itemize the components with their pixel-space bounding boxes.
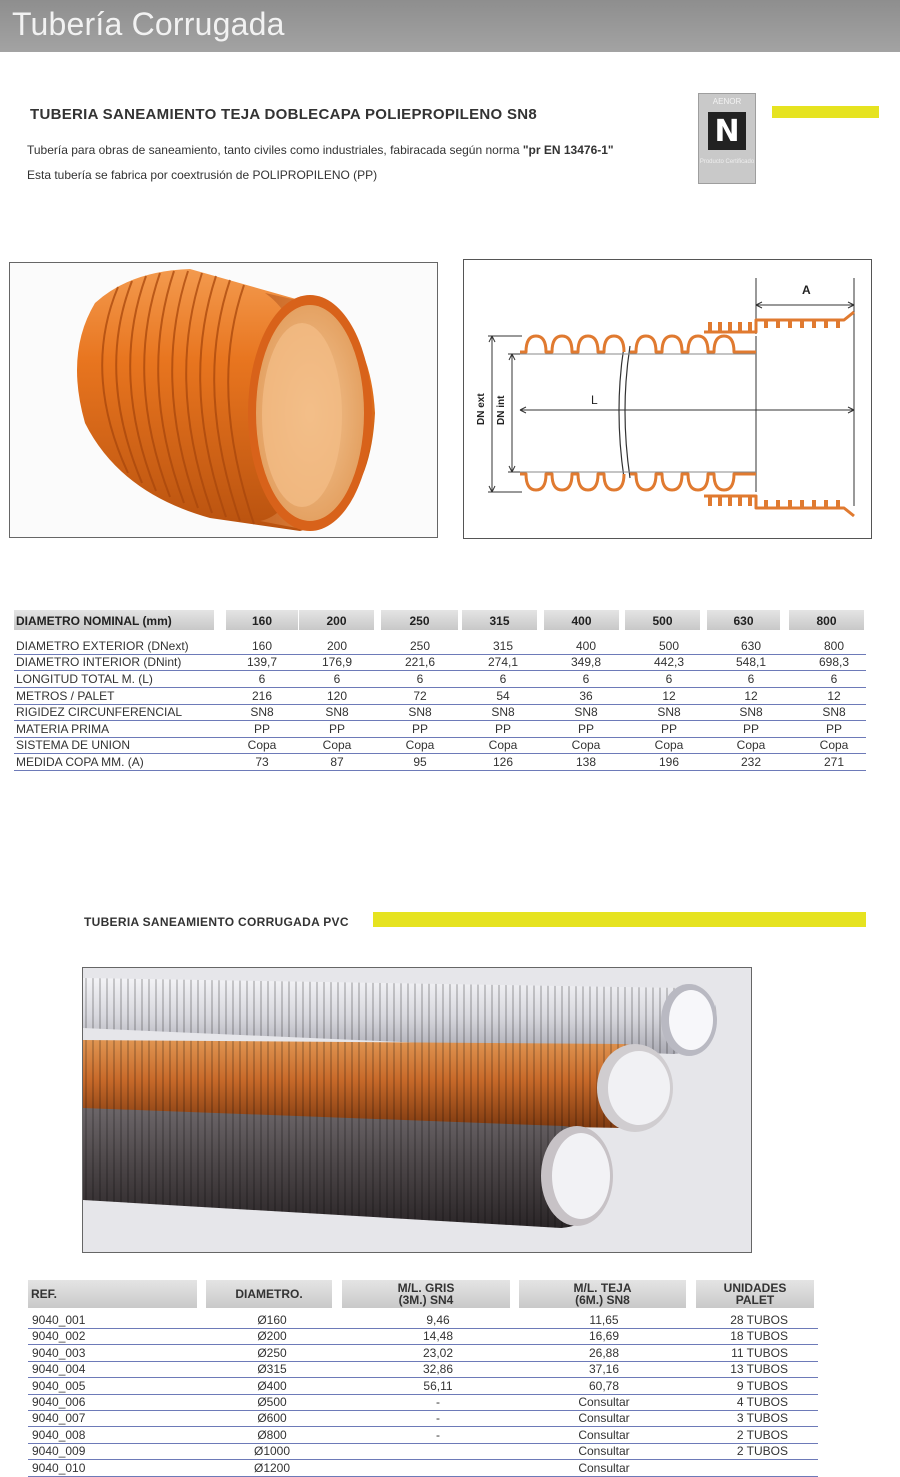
table-cell: Copa: [736, 738, 766, 752]
table-cell: SN8: [574, 705, 598, 719]
table-cell: 120: [326, 689, 348, 703]
table-header-cell: 200: [299, 610, 374, 630]
table-cell: 6: [582, 672, 590, 686]
table-cell: 216: [251, 689, 273, 703]
table-row: [28, 1460, 818, 1477]
section1-description: [27, 143, 614, 157]
table-row: [28, 1378, 818, 1395]
table-cell: 72: [413, 689, 427, 703]
table-cell: 9040_007: [32, 1411, 86, 1426]
table-cell: 9,46: [426, 1313, 450, 1327]
table-cell: 139,7: [246, 655, 278, 669]
table-row: [28, 1394, 818, 1411]
table-cell: Ø1000: [253, 1444, 291, 1459]
table-cell: Copa: [488, 738, 518, 752]
cert-top-text: AENOR: [712, 97, 742, 106]
n-mark-icon: N: [708, 112, 746, 150]
accent-bar: [772, 106, 879, 118]
page-title: Tubería Corrugada: [12, 6, 285, 42]
table-cell: 32,86: [422, 1362, 454, 1377]
aenor-certification-logo: [698, 93, 756, 184]
table-cell: Consultar: [578, 1395, 630, 1409]
table-header-nominal-diameter: DIAMETRO NOMINAL (mm): [14, 610, 214, 630]
table-header-diameter: DIAMETRO.: [206, 1280, 332, 1308]
table-cell: PP: [253, 722, 270, 736]
table-cell: 13 TUBOS: [730, 1362, 788, 1377]
table-cell: Copa: [405, 738, 435, 752]
table-cell: 315: [492, 639, 514, 653]
table-cell: 500: [658, 639, 680, 653]
table-cell: 698,3: [818, 655, 850, 669]
table-header-cell: 250: [381, 610, 458, 630]
table-cell: 9040_002: [32, 1329, 86, 1344]
table-cell: 11 TUBOS: [731, 1345, 788, 1360]
table-cell: SN8: [491, 705, 515, 719]
section1-title: TUBERIA SANEAMIENTO TEJA DOBLECAPA POLIEPROPILENO SN8: [30, 106, 538, 123]
table-row: [28, 1443, 818, 1460]
table-row: [14, 704, 866, 721]
table-row: [14, 671, 866, 688]
table-row: [28, 1345, 818, 1362]
row-label: MEDIDA COPA MM. (A): [16, 755, 144, 769]
table-cell: 250: [409, 639, 431, 653]
pipe-technical-drawing: [463, 259, 872, 539]
norm-reference: "pr EN 13476-1": [522, 143, 614, 157]
table-cell: SN8: [657, 705, 681, 719]
table-cell: 138: [575, 755, 597, 769]
dn-ext-label: DN ext: [476, 393, 487, 425]
table-row: [28, 1427, 818, 1444]
table-cell: 6: [747, 672, 755, 686]
table-cell: 232: [740, 755, 762, 769]
table-cell: 54: [496, 689, 510, 703]
table-cell: SN8: [250, 705, 274, 719]
table-row: [14, 654, 866, 671]
table-header-cell: 800: [789, 610, 864, 630]
table-row: [14, 638, 866, 655]
table-cell: 73: [255, 755, 269, 769]
table-cell: 87: [330, 755, 344, 769]
table-header-cell: 315: [462, 610, 537, 630]
table-cell: Ø315: [257, 1362, 287, 1377]
table-cell: 442,3: [653, 655, 685, 669]
table-cell: 160: [251, 639, 273, 653]
table-cell: 6: [665, 672, 673, 686]
table-cell: -: [436, 1411, 440, 1426]
pvc-pipes-illustration: [83, 968, 751, 1252]
table-cell: 3 TUBOS: [736, 1411, 788, 1426]
table-cell: PP: [328, 722, 345, 736]
table-cell: 6: [333, 672, 341, 686]
table-cell: 9040_005: [32, 1378, 86, 1393]
row-label: RIGIDEZ CIRCUNFERENCIAL: [16, 705, 183, 719]
dimension-a-label: A: [802, 283, 811, 297]
table-cell: 9040_003: [32, 1345, 86, 1360]
table-cell: 6: [258, 672, 266, 686]
table-cell: PP: [494, 722, 511, 736]
table-cell: PP: [742, 722, 759, 736]
row-label: SISTEMA DE UNION: [16, 738, 131, 752]
table-cell: PP: [660, 722, 677, 736]
row-label: LONGITUD TOTAL M. (L): [16, 672, 153, 686]
table-cell: -: [436, 1427, 440, 1442]
table-cell: 60,78: [588, 1378, 620, 1393]
pvc-pipes-photo: [82, 967, 752, 1253]
table-cell: SN8: [739, 705, 763, 719]
table-header-cell: 400: [544, 610, 619, 630]
table-cell: 14,48: [422, 1329, 454, 1344]
table-cell: 16,69: [588, 1329, 620, 1344]
table-cell: PP: [411, 722, 428, 736]
table-cell: 548,1: [735, 655, 767, 669]
table-cell: 630: [740, 639, 762, 653]
table-cell: 176,9: [321, 655, 353, 669]
table-cell: 18 TUBOS: [730, 1329, 788, 1344]
table-cell: 28 TUBOS: [730, 1313, 788, 1327]
table-cell: 6: [499, 672, 507, 686]
description-text: Tubería para obras de saneamiento, tanto civiles como industriales, fabiracada según norma: [27, 143, 523, 157]
table-header-cell: 630: [707, 610, 780, 630]
section1-material-note: Esta tubería se fabrica por coextrusión de POLIPROPILENO (PP): [27, 168, 378, 182]
table-cell: Ø600: [257, 1411, 287, 1426]
table-header-tile-price: M/L. TEJA (6M.) SN8: [519, 1280, 686, 1308]
table-cell: 2 TUBOS: [736, 1444, 788, 1459]
table-cell: 23,02: [422, 1345, 454, 1360]
pp-pipe-illustration: [10, 263, 437, 537]
table-cell: 11,65: [589, 1313, 619, 1327]
table-cell: -: [436, 1395, 440, 1409]
table-row: [28, 1410, 818, 1427]
table-cell: Ø160: [257, 1313, 287, 1327]
table-row: [14, 737, 866, 754]
accent-bar: [373, 912, 866, 927]
cert-bottom-text: Producto Certificado: [699, 159, 755, 165]
pipe-section-diagram: [464, 260, 871, 538]
page-banner: [0, 0, 900, 52]
table-row: [14, 754, 866, 771]
table-cell: 6: [416, 672, 424, 686]
pp-pipe-photo: [9, 262, 438, 538]
table-row: [14, 688, 866, 705]
table-cell: Consultar: [578, 1444, 630, 1459]
table-cell: 349,8: [570, 655, 602, 669]
row-label: MATERIA PRIMA: [16, 722, 110, 736]
table-cell: Copa: [247, 738, 277, 752]
section2-title: TUBERIA SANEAMIENTO CORRUGADA PVC: [84, 915, 349, 929]
table-cell: 6: [830, 672, 838, 686]
table-cell: 200: [326, 639, 348, 653]
table-header-cell: 160: [226, 610, 298, 630]
table-cell: SN8: [822, 705, 846, 719]
table-header-units-pallet: UNIDADES PALET: [696, 1280, 814, 1308]
table-cell: Copa: [571, 738, 601, 752]
table-cell: Ø250: [257, 1345, 287, 1360]
table-cell: 9040_001: [32, 1313, 86, 1327]
table-cell: 221,6: [404, 655, 436, 669]
table-cell: 9 TUBOS: [736, 1378, 788, 1393]
table-cell: 36: [579, 689, 593, 703]
table-cell: 26,88: [588, 1345, 620, 1360]
table-row: [28, 1312, 818, 1329]
table-cell: 196: [658, 755, 680, 769]
table-row: [28, 1361, 818, 1378]
table-cell: 9040_010: [32, 1460, 86, 1475]
table-cell: 9040_006: [32, 1395, 86, 1409]
table-cell: 37,16: [588, 1362, 620, 1377]
dn-int-label: DN int: [496, 395, 507, 425]
table-cell: Copa: [654, 738, 684, 752]
row-label: DIAMETRO EXTERIOR (DNext): [16, 639, 189, 653]
table-cell: 800: [823, 639, 845, 653]
table-cell: 274,1: [487, 655, 519, 669]
table-cell: Consultar: [578, 1460, 630, 1475]
table-header-cell: 500: [625, 610, 700, 630]
table-cell: 12: [744, 689, 758, 703]
table-cell: Ø1200: [253, 1460, 291, 1475]
dimension-l-label: L: [591, 393, 598, 407]
table-header-ref: REF.: [28, 1280, 197, 1308]
table-cell: 271: [823, 755, 845, 769]
table-cell: 12: [662, 689, 676, 703]
table-cell: Ø500: [257, 1395, 287, 1409]
table-row: [14, 721, 866, 738]
table-cell: Copa: [322, 738, 352, 752]
table-cell: SN8: [408, 705, 432, 719]
table-row: [28, 1328, 818, 1345]
table-cell: 9040_004: [32, 1362, 86, 1377]
table-cell: Ø200: [257, 1329, 287, 1344]
table-cell: Consultar: [578, 1411, 630, 1426]
table-cell: 9040_008: [32, 1427, 86, 1442]
table-cell: 9040_009: [32, 1444, 86, 1459]
table-cell: 400: [575, 639, 597, 653]
table-cell: Ø800: [257, 1427, 287, 1442]
table-cell: PP: [577, 722, 594, 736]
table-cell: Consultar: [578, 1427, 630, 1442]
table-cell: 95: [413, 755, 427, 769]
table-cell: 126: [492, 755, 514, 769]
table-cell: Copa: [819, 738, 849, 752]
row-label: METROS / PALET: [16, 689, 115, 703]
table-cell: PP: [825, 722, 842, 736]
row-label: DIAMETRO INTERIOR (DNint): [16, 655, 182, 669]
table-cell: 12: [827, 689, 841, 703]
table-cell: 4 TUBOS: [736, 1395, 788, 1409]
table-header-grey-price: M/L. GRIS (3M.) SN4: [342, 1280, 510, 1308]
table-cell: 2 TUBOS: [736, 1427, 788, 1442]
table-cell: SN8: [325, 705, 349, 719]
table-cell: 56,11: [423, 1378, 453, 1393]
table-cell: Ø400: [257, 1378, 287, 1393]
